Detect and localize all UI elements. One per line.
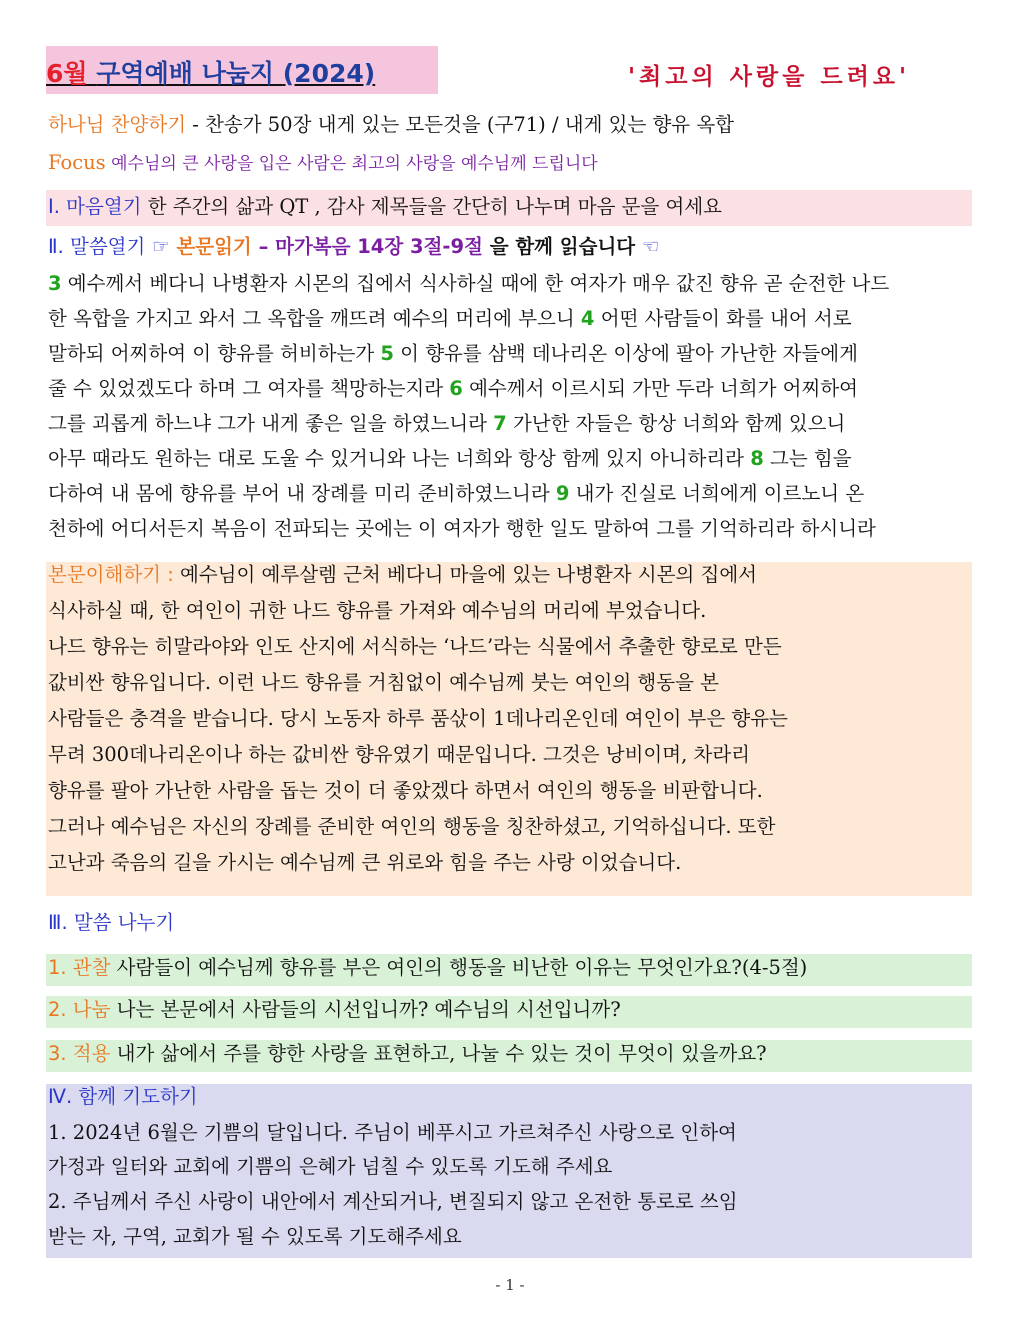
understanding-line: 값비싼 향유입니다. 이런 나드 향유를 거침없이 예수님께 붓는 여인의 행동을 본	[48, 671, 719, 694]
praise-label: 하나님 찬양하기	[48, 113, 187, 136]
read-text: 을 함께 읽습니다	[482, 235, 642, 258]
verse-text: 가난한 자들은 항상 너희와 함께 있으니	[506, 412, 846, 435]
verse-number: 4	[580, 307, 595, 330]
prayer-line: 1. 2024년 6월은 기쁨의 달입니다. 주님이 베푸시고 가르쳐주신 사랑으로 인하여	[48, 1121, 737, 1144]
question-text: 사람들이 예수님께 향유를 부은 여인의 행동을 비난한 이유는 무엇인가요?(4-5절)	[110, 956, 808, 979]
verse-text: 다하여 내 몸에 향유를 부어 내 장례를 미리 준비하였느니라	[48, 482, 556, 505]
page-title	[46, 46, 438, 94]
question-tag: 1. 관찰	[48, 956, 111, 979]
verse-number: 9	[555, 482, 570, 505]
understanding-text: 예수님이 예루살렘 근처 베다니 마을에 있는 나병환자 시몬의 집에서	[173, 563, 758, 586]
title-main: 구역예배 나눔지	[96, 59, 275, 88]
praise-line	[48, 108, 734, 142]
section1-text: 한 주간의 삶과 QT , 감사 제목들을 간단히 나누며 마음 문을 여세요	[141, 195, 722, 218]
scripture-line	[48, 267, 889, 301]
section3-label: Ⅲ. 말씀 나누기	[48, 911, 175, 934]
verse-text: 이 향유를 삼백 데나리온 이상에 팔아 가난한 자들에게	[393, 342, 858, 365]
prayer-line: 가정과 일터와 교회에 기쁨의 은혜가 넘칠 수 있도록 기도해 주세요	[48, 1155, 613, 1178]
scripture-line	[48, 442, 852, 476]
scripture-line	[48, 372, 858, 406]
understanding-line: 나드 향유는 히말라야와 인도 산지에 서식하는 ‘나드’라는 식물에서 추출한 향로로 만든	[48, 635, 782, 658]
verse-text: 한 옥합을 가지고 와서 그 옥합을 깨뜨려 예수의 머리에 부으니	[48, 307, 581, 330]
understanding-line: 식사하실 때, 한 여인이 귀한 나드 향유를 가져와 예수님의 머리에 부었습니다.	[48, 599, 707, 622]
prayer-line: 2. 주님께서 주신 사랑이 내안에서 계산되거나, 변질되지 않고 온전한 통로로 쓰임	[48, 1190, 738, 1213]
section4-label: Ⅳ. 함께 기도하기	[48, 1085, 198, 1108]
scripture-line	[48, 407, 845, 441]
hand-left-icon: ☜	[641, 235, 660, 258]
question-line	[48, 1037, 767, 1071]
question-tag: 2. 나눔	[48, 998, 111, 1021]
title-year: (2024)	[282, 59, 376, 88]
prayer-line: 받는 자, 구역, 교회가 될 수 있도록 기도해주세요	[48, 1225, 462, 1248]
verse-text: 아무 때라도 원하는 대로 도울 수 있거니와 나는 너희와 항상 함께 있지 아니하리라	[48, 447, 751, 470]
understanding-line: 향유를 팔아 가난한 사람을 돕는 것이 더 좋았겠다 하면서 여인의 행동을 비판합니다.	[48, 779, 763, 802]
praise-text: - 찬송가 50장 내게 있는 모든것을 (구71) / 내게 있는 향유 옥합	[186, 113, 735, 136]
understanding-line: 사람들은 충격을 받습니다. 당시 노동자 하루 품삯이 1데나리온인데 여인이 부은 향유는	[48, 707, 788, 730]
scripture-reference: – 마가복음 14장 3절-9절	[258, 235, 483, 258]
verse-text: 예수께서 이르시되 가만 두라 너희가 어찌하여	[462, 377, 858, 400]
question-tag: 3. 적용	[48, 1042, 111, 1065]
scripture-line	[48, 512, 876, 546]
section2-label: Ⅱ. 말씀열기	[48, 235, 146, 258]
section2-line	[48, 230, 659, 264]
verse-number: 7	[493, 412, 507, 435]
verse-text: 그를 괴롭게 하느냐 그가 내게 좋은 일을 하였느니라	[48, 412, 494, 435]
question-line	[48, 951, 807, 985]
page-number: - 1 -	[495, 1276, 525, 1294]
hand-right-icon: ☞	[152, 235, 170, 258]
understanding-label: 본문이해하기 :	[48, 563, 174, 586]
focus-label: Focus	[48, 151, 106, 174]
scripture-line	[48, 337, 858, 371]
understanding-line	[48, 558, 757, 592]
understanding-line: 고난과 죽음의 길을 가시는 예수님께 큰 위로와 힘을 주는 사랑 이었습니다.	[48, 851, 682, 874]
verse-text: 예수께서 베다니 나병환자 시몬의 집에서 식사하실 때에 한 여자가 매우 값진 향유 곧 순전한 나드	[61, 272, 890, 295]
verse-text: 그는 힘을	[763, 447, 852, 470]
section1-line	[48, 190, 722, 224]
question-text: 나는 본문에서 사람들의 시선입니까? 예수님의 시선입니까?	[110, 998, 621, 1021]
motto: '최고의 사랑을 드려요'	[628, 64, 911, 90]
verse-number: 6	[449, 377, 463, 400]
read-label: 본문읽기	[169, 235, 259, 258]
title-month: 6월	[46, 59, 88, 88]
verse-number: 8	[750, 447, 764, 470]
focus-line	[48, 146, 598, 181]
verse-number: 5	[380, 342, 394, 365]
verse-text: 천하에 어디서든지 복음이 전파되는 곳에는 이 여자가 행한 일도 말하여 그를 기억하리라 하시니라	[48, 517, 876, 540]
verse-text: 줄 수 있었겠도다 하며 그 여자를 책망하는지라	[48, 377, 450, 400]
scripture-line	[48, 302, 852, 336]
verse-number: 3	[48, 272, 62, 295]
question-text: 내가 삶에서 주를 향한 사랑을 표현하고, 나눌 수 있는 것이 무엇이 있을까요?	[110, 1042, 767, 1065]
verse-text: 내가 진실로 너희에게 이르노니 온	[569, 482, 865, 505]
verse-text: 말하되 어찌하여 이 향유를 허비하는가	[48, 342, 381, 365]
section1-label: Ⅰ. 마음열기	[48, 195, 142, 218]
question-line	[48, 993, 621, 1027]
scripture-line	[48, 477, 864, 511]
verse-text: 어떤 사람들이 화를 내어 서로	[594, 307, 852, 330]
understanding-line: 그러나 예수님은 자신의 장례를 준비한 여인의 행동을 칭찬하셨고, 기억하십니다. 또한	[48, 815, 776, 838]
focus-text: 예수님의 큰 사랑을 입은 사람은 최고의 사랑을 예수님께 드립니다	[105, 154, 598, 174]
understanding-line: 무려 300데나리온이나 하는 값비싼 향유였기 때문입니다. 그것은 낭비이며, 차라리	[48, 743, 750, 766]
